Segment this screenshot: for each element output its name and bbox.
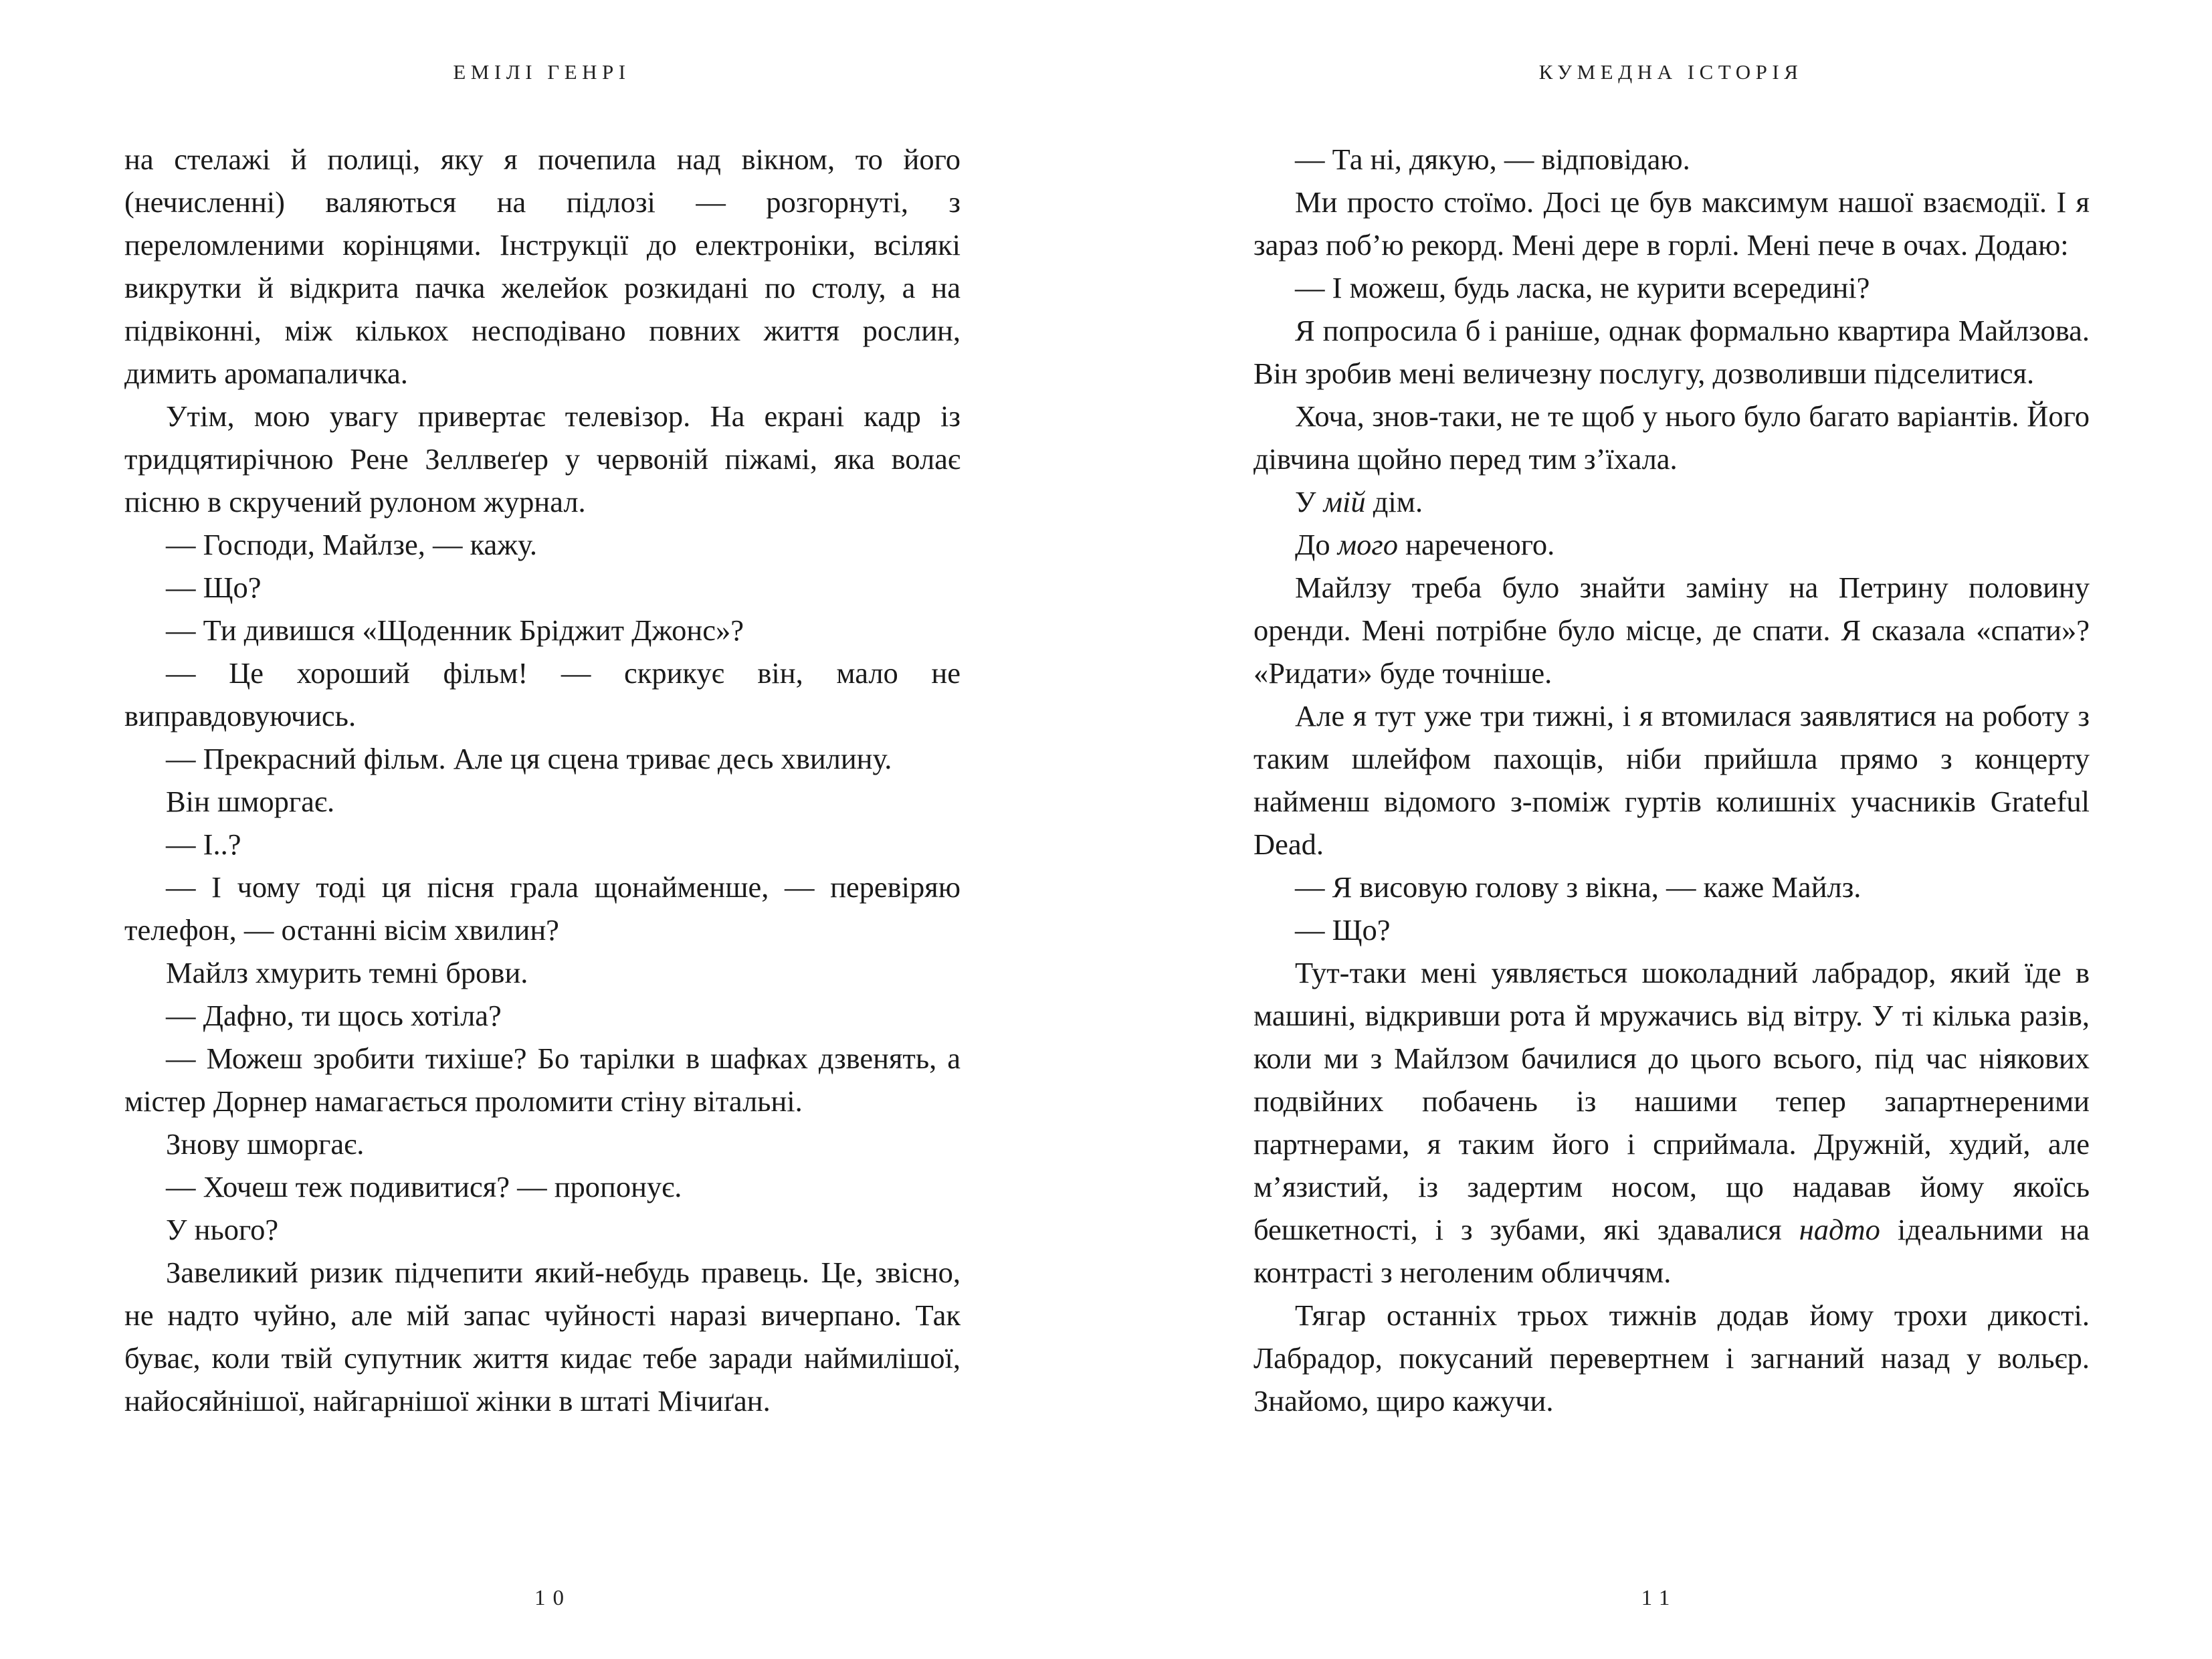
- body-text: дім.: [1365, 485, 1423, 518]
- body-text: — Ти дивишся «Щоденник Бріджит Джонс»?: [166, 613, 744, 647]
- body-text: — Дафно, ти щось хотіла?: [166, 999, 502, 1032]
- body-text: — Що?: [166, 571, 262, 604]
- paragraph: [124, 823, 961, 866]
- paragraph: [1253, 566, 2090, 694]
- paragraph: [124, 951, 961, 994]
- page-number-left: 10: [534, 1586, 571, 1610]
- body-text: У: [1295, 485, 1324, 518]
- body-text: Майлзу треба було знайти заміну на Петрину половину оренди. Мені потрібне було місце, де спати. Я сказала «спати»? «Ридати» буде точніше.: [1253, 571, 2090, 690]
- paragraph: [124, 1251, 961, 1422]
- paragraph: [124, 652, 961, 737]
- paragraph: [124, 566, 961, 609]
- page-number-right: 11: [1641, 1586, 1678, 1610]
- emphasis-text: мій: [1323, 485, 1366, 518]
- paragraph: [1253, 181, 2090, 266]
- running-head-author: ЕМІЛІ ГЕНРІ: [453, 60, 631, 84]
- emphasis-text: надто: [1799, 1213, 1880, 1246]
- body-text: — Хочеш теж подивитися? — пропонує.: [166, 1170, 682, 1203]
- body-text: Але я тут уже три тижні, і я втомилася заявлятися на роботу з таким шлейфом пахощів, ніби прийшла прямо з концерту найменш відомого з-поміж гуртів колишніх учасників Grateful Dead.: [1253, 699, 2090, 861]
- paragraph: [124, 1208, 961, 1251]
- body-text: нареченого.: [1398, 528, 1555, 561]
- body-text: Він шморгає.: [166, 785, 335, 818]
- body-text: Тягар останніх трьох тижнів додав йому трохи дикості. Лабрадор, покусаний перевертнем і загнаний назад у вольєр. Знайомо, щиро кажучи.: [1253, 1298, 2090, 1418]
- paragraph: [124, 737, 961, 780]
- page-text-right: [1253, 138, 2090, 1422]
- body-text: — І..?: [166, 827, 241, 861]
- running-head-title: КУМЕДНА ІСТОРІЯ: [1538, 60, 1803, 84]
- paragraph: [124, 994, 961, 1037]
- body-text: — Що?: [1295, 913, 1391, 947]
- body-text: Тут-таки мені уявляється шоколадний лабрадор, який їде в машині, відкривши рота й мружачись від вітру. У ті кілька разів, коли ми з Майлзом бачилися до цього всього, під час ніякових подвійних побачень із нашими тепер запартнереними партнерами, я таким його і сприймала. Дружній, худий, але м’язистий, із задертим носом, що надавав йому якоїсь бешкетності, і з зубами, які здавалися: [1253, 956, 2090, 1246]
- body-text: — Це хороший фільм! — скрикує він, мало не виправдовуючись.: [124, 656, 961, 733]
- body-text: на стелажі й полиці, яку я почепила над вікном, то його (нечисленні) валяються на підлозі — розгорнуті, з переломленими корінцями. Інструкції до електроніки, всілякі викрутки й відкрита пачка желейок розкидані по столу, а на підвіконні, між кількох несподівано повних життя рослин, димить аромапаличка.: [124, 142, 961, 390]
- paragraph: [1253, 908, 2090, 951]
- body-text: — Господи, Майлзе, — кажу.: [166, 528, 537, 561]
- paragraph: [124, 1037, 961, 1123]
- body-text: — Прекрасний фільм. Але ця сцена триває десь хвилину.: [166, 742, 892, 775]
- paragraph: [1253, 951, 2090, 1294]
- body-text: — І можеш, будь ласка, не курити всередині?: [1295, 271, 1870, 304]
- body-text: Завеликий ризик підчепити який-небудь правець. Це, звісно, не надто чуйно, але мій запас чуйності наразі вичерпано. Так буває, коли твій супутник життя кидає тебе заради наймилішої, найосяйнішої, найгарнішої жінки в штаті Мічиґан.: [124, 1256, 961, 1418]
- body-text: Майлз хмурить темні брови.: [166, 956, 528, 989]
- paragraph: [1253, 395, 2090, 480]
- page-right: [1106, 0, 2212, 1659]
- body-text: — І чому тоді ця пісня грала щонайменше, — перевіряю телефон, — останні вісім хвилин?: [124, 870, 961, 947]
- paragraph: [124, 780, 961, 823]
- paragraph: [124, 138, 961, 395]
- paragraph: [1253, 866, 2090, 908]
- paragraph: [1253, 309, 2090, 395]
- body-text: — Я висовую голову з вікна, — каже Майлз.: [1295, 870, 1862, 904]
- body-text: Хоча, знов-таки, не те щоб у нього було багато варіантів. Його дівчина щойно перед тим з’їхала.: [1253, 399, 2090, 476]
- emphasis-text: мого: [1337, 528, 1398, 561]
- paragraph: [1253, 523, 2090, 566]
- paragraph: [124, 1165, 961, 1208]
- paragraph: [1253, 138, 2090, 181]
- paragraph: [124, 523, 961, 566]
- body-text: Утім, мою увагу привертає телевізор. На екрані кадр із тридцятирічною Рене Зеллвеґер у червоній піжамі, яка волає пісню в скручений рулоном журнал.: [124, 399, 961, 518]
- body-text: ідеальними на контрасті з неголеним обличчям.: [1253, 1213, 2090, 1289]
- body-text: Знову шморгає.: [166, 1127, 365, 1161]
- paragraph: [124, 866, 961, 951]
- paragraph: [124, 609, 961, 652]
- body-text: Ми просто стоїмо. Досі це був максимум нашої взаємодії. І я зараз поб’ю рекорд. Мені дере в горлі. Мені пече в очах. Додаю:: [1253, 185, 2090, 262]
- body-text: У нього?: [166, 1213, 279, 1246]
- paragraph: [1253, 694, 2090, 866]
- paragraph: [1253, 1294, 2090, 1422]
- body-text: — Та ні, дякую, — відповідаю.: [1295, 142, 1690, 176]
- body-text: До: [1295, 528, 1338, 561]
- paragraph: [1253, 480, 2090, 523]
- paragraph: [1253, 266, 2090, 309]
- body-text: — Можеш зробити тихіше? Бо тарілки в шафках дзвенять, а містер Дорнер намагається проломити стіну вітальні.: [124, 1042, 961, 1118]
- paragraph: [124, 1123, 961, 1165]
- body-text: Я попросила б і раніше, однак формально квартира Майлзова. Він зробив мені величезну послугу, дозволивши підселитися.: [1253, 314, 2090, 390]
- page-text-left: [124, 138, 961, 1422]
- paragraph: [124, 395, 961, 523]
